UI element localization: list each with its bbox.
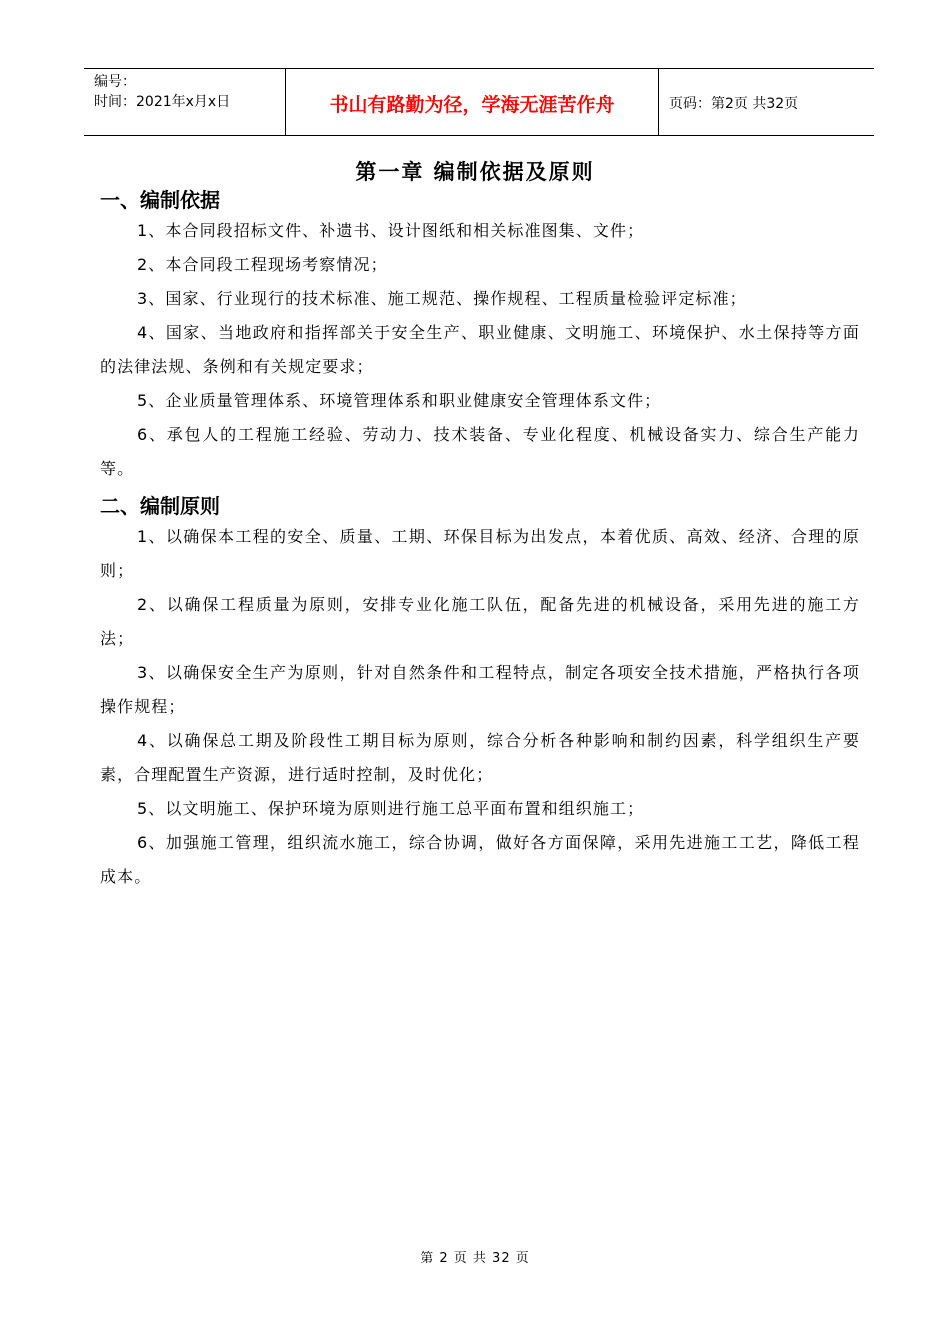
time-label: 时间：2021年x月x日 [94,94,231,110]
document-body [100,186,860,894]
paragraph: 3、以确保安全生产为原则，针对自然条件和工程特点，制定各项安全技术措施，严格执行各项操作规程； [100,663,860,716]
section-title-principles: 二、编制原则 [100,494,220,518]
page-header [84,68,874,136]
paragraph: 2、本合同段工程现场考察情况； [137,255,388,274]
paragraph: 4、国家、当地政府和指挥部关于安全生产、职业健康、文明施工、环境保护、水土保持等方面的法律法规、条例和有关规定要求； [100,323,860,376]
paragraph: 1、以确保本工程的安全、质量、工期、环保目标为出发点，本着优质、高效、经济、合理的原则； [100,527,860,580]
paragraph: 2、以确保工程质量为原则，安排专业化施工队伍，配备先进的机械设备，采用先进的施工方法； [100,595,860,648]
header-page-label: 页码：第2页 共32页 [669,96,799,112]
header-meta [84,69,286,135]
page-footer: 第 2 页 共 32 页 [420,1251,530,1266]
chapter-title: 第一章 编制依据及原则 [355,160,595,184]
number-label: 编号： [94,74,136,90]
header-motto: 书山有路勤为径，学海无涯苦作舟 [286,69,659,135]
paragraph: 5、企业质量管理体系、环境管理体系和职业健康安全管理体系文件； [137,391,662,410]
section-title-basis: 一、编制依据 [100,188,220,212]
paragraph: 1、本合同段招标文件、补遗书、设计图纸和相关标准图集、文件； [137,221,645,240]
paragraph: 3、国家、行业现行的技术标准、施工规范、操作规程、工程质量检验评定标准； [137,289,747,308]
paragraph: 6、承包人的工程施工经验、劳动力、技术装备、专业化程度、机械设备实力、综合生产能力等。 [100,425,860,478]
paragraph: 6、加强施工管理，组织流水施工，综合协调，做好各方面保障，采用先进施工工艺，降低工程成本。 [100,833,860,886]
paragraph: 5、以文明施工、保护环境为原则进行施工总平面布置和组织施工； [137,799,645,818]
paragraph: 4、以确保总工期及阶段性工期目标为原则，综合分析各种影响和制约因素，科学组织生产要素，合理配置生产资源，进行适时控制，及时优化； [100,731,860,784]
